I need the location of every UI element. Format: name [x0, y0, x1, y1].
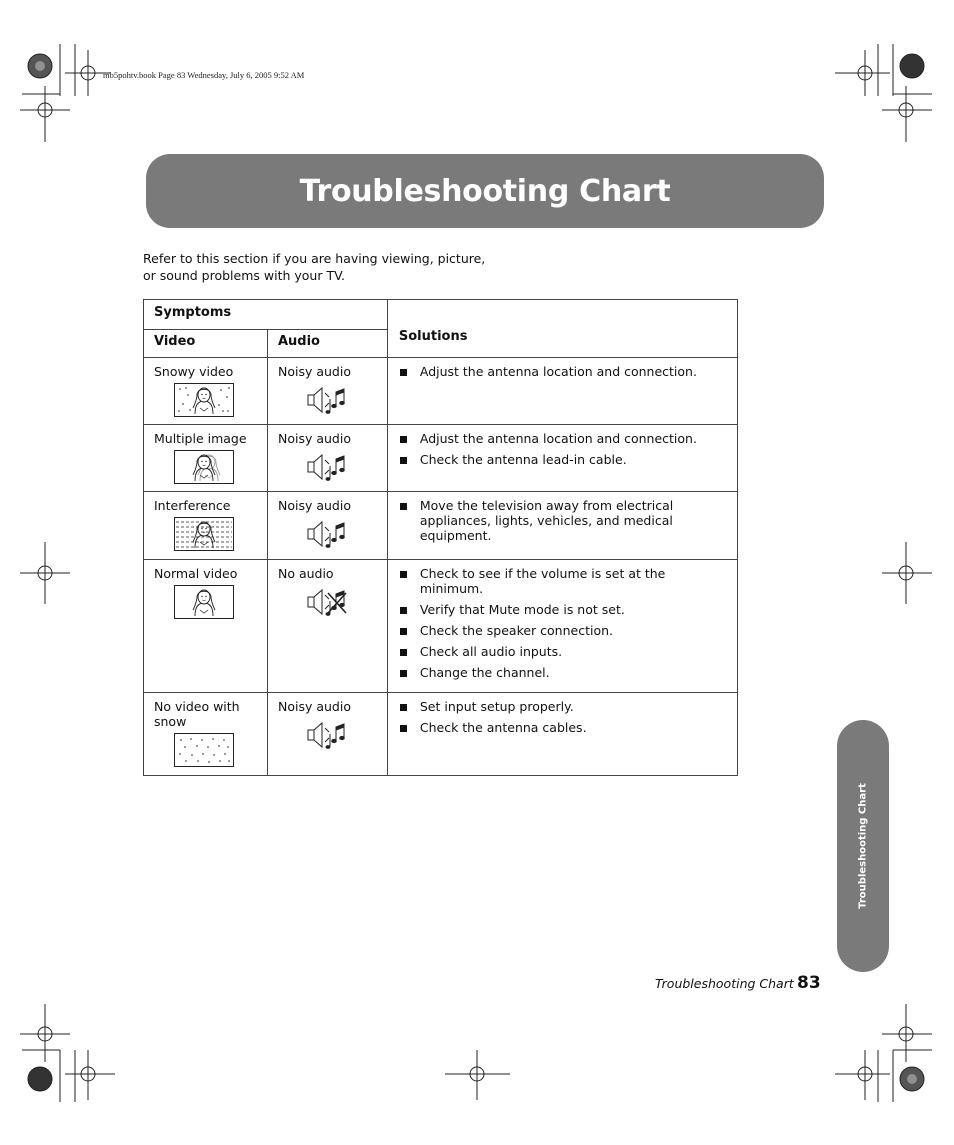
- video-symptom: Interference: [154, 498, 231, 513]
- solution-item: Adjust the antenna location and connection.: [399, 431, 727, 446]
- audio-symptom: Noisy audio: [277, 431, 351, 446]
- noisy-speaker-icon: [306, 519, 350, 549]
- video-cell: [144, 358, 268, 425]
- video-symptom: Snowy video: [154, 364, 234, 379]
- video-symptom: Normal video: [154, 566, 238, 581]
- solution-item: Check the antenna cables.: [399, 720, 727, 735]
- solution-item: Adjust the antenna location and connection.: [399, 364, 727, 379]
- snowy-face-picture-icon: [174, 383, 234, 417]
- solutions-cell: [387, 492, 737, 560]
- header-solutions-label: Solutions: [398, 329, 468, 344]
- title-banner: [146, 154, 824, 228]
- ghost-face-picture-icon: [174, 450, 234, 484]
- snow-only-picture-icon: [174, 733, 234, 767]
- intro-line-1: Refer to this section if you are having viewing, picture,: [143, 251, 486, 266]
- side-tab-label: Troubleshooting Chart: [857, 783, 869, 909]
- video-cell: [144, 560, 268, 693]
- audio-symptom: Noisy audio: [277, 364, 351, 379]
- audio-symptom: Noisy audio: [277, 498, 351, 513]
- audio-cell: [267, 425, 387, 492]
- header-video: [144, 330, 268, 358]
- header-video-label: Video: [154, 334, 196, 349]
- header-symptoms: [144, 300, 388, 330]
- solution-item: Verify that Mute mode is not set.: [399, 602, 727, 617]
- audio-cell: [267, 693, 387, 776]
- solutions-cell: [387, 425, 737, 492]
- solution-item: Change the channel.: [399, 665, 727, 680]
- footer-section-label: Troubleshooting Chart: [655, 976, 794, 991]
- normal-face-picture-icon: [174, 585, 234, 619]
- striped-face-picture-icon: [174, 517, 234, 551]
- video-cell: [144, 492, 268, 560]
- noisy-speaker-icon: [306, 452, 350, 482]
- noisy-speaker-icon: [306, 720, 350, 750]
- solution-item: Check all audio inputs.: [399, 644, 727, 659]
- noisy-speaker-icon: [306, 385, 350, 415]
- video-symptom: No video with snow: [154, 699, 240, 729]
- table-row: [144, 560, 738, 693]
- solutions-cell: [387, 358, 737, 425]
- intro-line-2: or sound problems with your TV.: [143, 268, 346, 283]
- header-solutions: [387, 300, 737, 358]
- solution-item: Set input setup properly.: [399, 699, 727, 714]
- solutions-cell: [387, 693, 737, 776]
- video-symptom: Multiple image: [154, 431, 247, 446]
- audio-cell: [267, 492, 387, 560]
- intro-text: [143, 250, 485, 284]
- video-cell: [144, 693, 268, 776]
- table-row: [144, 693, 738, 776]
- solution-item: Check the antenna lead-in cable.: [399, 452, 727, 467]
- header-symptoms-label: Symptoms: [154, 305, 232, 320]
- audio-symptom: No audio: [277, 566, 334, 581]
- muted-speaker-icon: [306, 587, 350, 617]
- audio-symptom: Noisy audio: [277, 699, 351, 714]
- audio-cell: [267, 358, 387, 425]
- page-number: 83: [797, 973, 821, 993]
- audio-cell: [267, 560, 387, 693]
- video-cell: [144, 425, 268, 492]
- solution-item: Check to see if the volume is set at the minimum.: [399, 566, 727, 596]
- solution-item: Move the television away from electrical appliances, lights, vehicles, and medical equipment.: [399, 498, 727, 543]
- print-header-file-info: mb5pohtv.book Page 83 Wednesday, July 6, 2005 9:52 AM: [103, 70, 305, 80]
- header-audio-label: Audio: [277, 334, 320, 349]
- solutions-cell: [387, 560, 737, 693]
- header-audio: [267, 330, 387, 358]
- table-row: [144, 358, 738, 425]
- table-row: [144, 425, 738, 492]
- table-row: [144, 492, 738, 560]
- side-section-tab: [837, 720, 889, 972]
- troubleshooting-table: [143, 299, 738, 776]
- page-title: Troubleshooting Chart: [299, 173, 671, 209]
- solution-item: Check the speaker connection.: [399, 623, 727, 638]
